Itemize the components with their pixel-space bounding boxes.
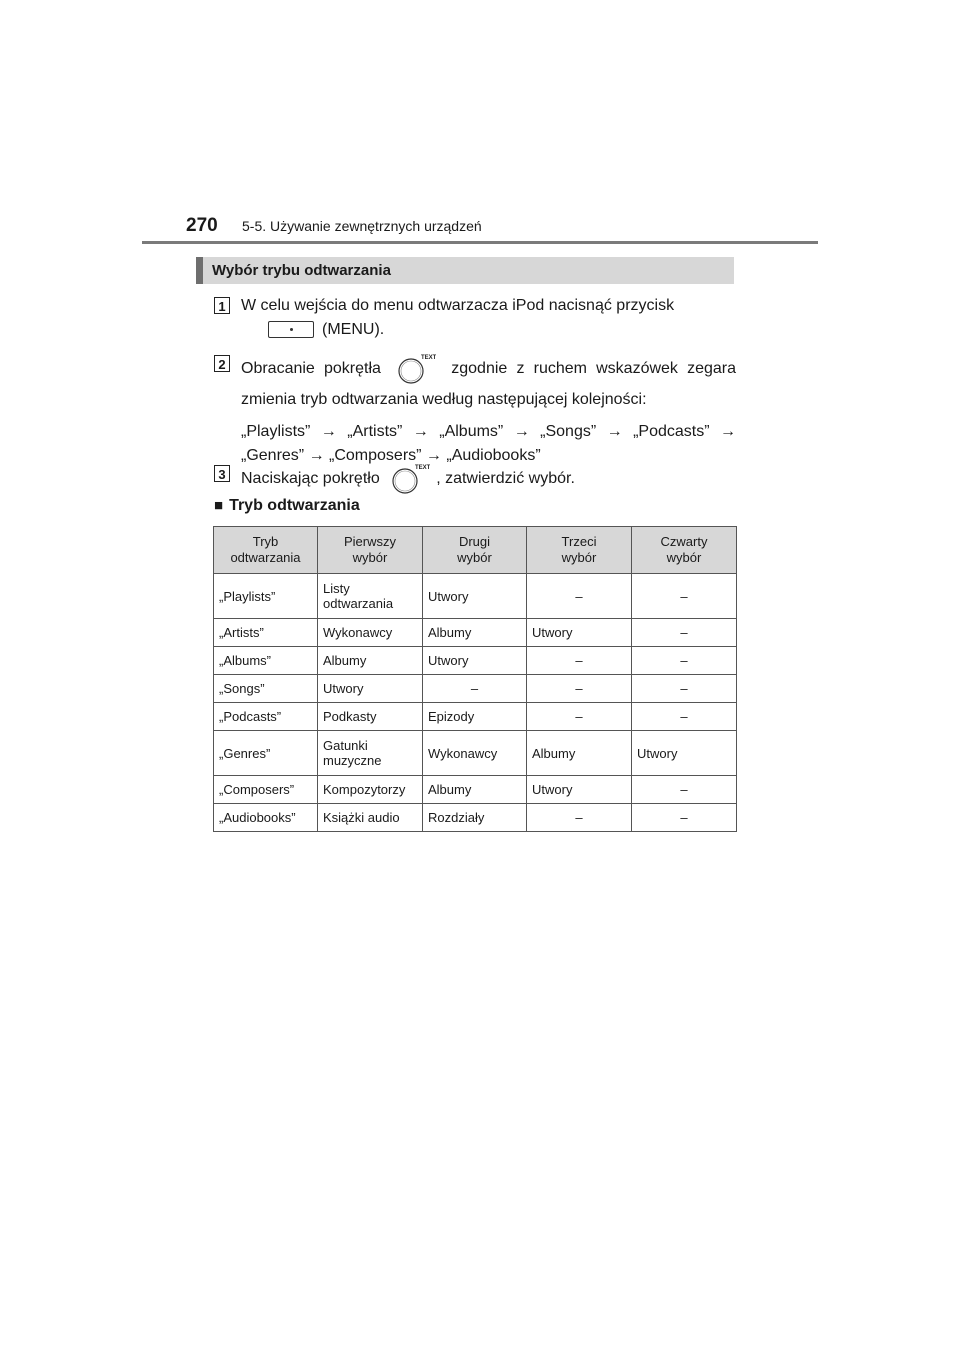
table-cell: „Songs” <box>214 675 318 703</box>
table-cell: – <box>527 804 632 832</box>
table-cell: – <box>632 619 737 647</box>
table-row <box>214 703 737 731</box>
step-text-line2: zmienia tryb odtwarzania według następującej kolejności: <box>241 391 647 408</box>
playback-mode-table <box>213 526 737 832</box>
table-cell: Gatunki muzyczne <box>318 731 423 776</box>
table-cell: Epizody <box>423 703 527 731</box>
subheading <box>214 497 360 515</box>
sequence-line-2: „Genres” → „Composers” → „Audiobooks” <box>241 447 541 464</box>
step-number: 2 <box>214 355 230 372</box>
table-cell: – <box>423 675 527 703</box>
table-row <box>214 731 737 776</box>
header-cell: Trzeci wybór <box>527 527 632 574</box>
table-cell: Utwory <box>423 574 527 619</box>
table-cell: „Genres” <box>214 731 318 776</box>
section-title: Wybór trybu odtwarzania <box>196 257 734 284</box>
table-cell: „Playlists” <box>214 574 318 619</box>
table-cell: – <box>632 776 737 804</box>
table-cell: „Audiobooks” <box>214 804 318 832</box>
table-cell: – <box>527 675 632 703</box>
table-cell: „Artists” <box>214 619 318 647</box>
table-header-row <box>214 527 737 574</box>
step-3 <box>214 462 736 496</box>
header-cell: Czwarty wybór <box>632 527 737 574</box>
knob-label: TEXT <box>415 465 431 471</box>
table-cell: – <box>527 647 632 675</box>
table-cell: Wykonawcy <box>318 619 423 647</box>
table-cell: Utwory <box>527 776 632 804</box>
step-text: Obracanie pokrętła <box>241 360 381 378</box>
chapter-title: 5-5. Używanie zewnętrznych urządzeń <box>242 218 482 234</box>
table-cell: Kompozytorzy <box>318 776 423 804</box>
page-number: 270 <box>186 215 218 236</box>
header-divider <box>142 241 818 244</box>
square-bullet-icon: ■ <box>214 497 224 514</box>
table-cell: Książki audio <box>318 804 423 832</box>
table-cell: – <box>632 703 737 731</box>
table-cell: „Albums” <box>214 647 318 675</box>
header-cell: Tryb odtwarzania <box>214 527 318 574</box>
tune-knob-icon <box>390 462 430 496</box>
table-row <box>214 804 737 832</box>
step-text: W celu wejścia do menu odtwarzacza iPod nacisnąć przycisk <box>241 297 675 314</box>
page-header <box>186 215 482 241</box>
step-1 <box>214 294 736 342</box>
menu-button-icon <box>268 321 314 338</box>
table-cell: – <box>527 703 632 731</box>
table-cell: – <box>527 574 632 619</box>
table-cell: Albumy <box>423 619 527 647</box>
table-cell: Wykonawcy <box>423 731 527 776</box>
table-cell: Rozdziały <box>423 804 527 832</box>
table-cell: – <box>632 675 737 703</box>
table-row <box>214 675 737 703</box>
subheading-title: Tryb odtwarzania <box>229 497 360 514</box>
step-text-after: , zatwierdzić wybór. <box>436 470 575 488</box>
table-cell: „Composers” <box>214 776 318 804</box>
table-cell: Listy odtwarzania <box>318 574 423 619</box>
knob-label: TEXT <box>421 355 437 361</box>
header-cell: Drugi wybór <box>423 527 527 574</box>
table-cell: Utwory <box>423 647 527 675</box>
step-text-after: zgodnie z ruchem wskazówek zegara <box>451 360 737 378</box>
step-number: 3 <box>214 465 230 482</box>
table-cell: – <box>632 804 737 832</box>
table-row <box>214 647 737 675</box>
step-text: Naciskając pokrętło <box>241 470 380 488</box>
table-cell: Utwory <box>318 675 423 703</box>
table-cell: „Podcasts” <box>214 703 318 731</box>
table-cell: Albumy <box>318 647 423 675</box>
sequence-line-1: „Playlists” → „Artists” → „Albums” → „Songs” → „Podcasts” → <box>241 423 736 440</box>
table-row <box>214 776 737 804</box>
table-cell: – <box>632 574 737 619</box>
table-cell: Podkasty <box>318 703 423 731</box>
tune-knob-icon <box>396 352 436 386</box>
table-cell: – <box>632 647 737 675</box>
step-2 <box>214 352 736 468</box>
table-cell: Utwory <box>632 731 737 776</box>
table-cell: Albumy <box>527 731 632 776</box>
table-row <box>214 574 737 619</box>
step-text-after: (MENU). <box>322 321 385 338</box>
table-cell: Albumy <box>423 776 527 804</box>
step-number: 1 <box>214 297 230 314</box>
table-row <box>214 619 737 647</box>
table-cell: Utwory <box>527 619 632 647</box>
header-cell: Pierwszy wybór <box>318 527 423 574</box>
